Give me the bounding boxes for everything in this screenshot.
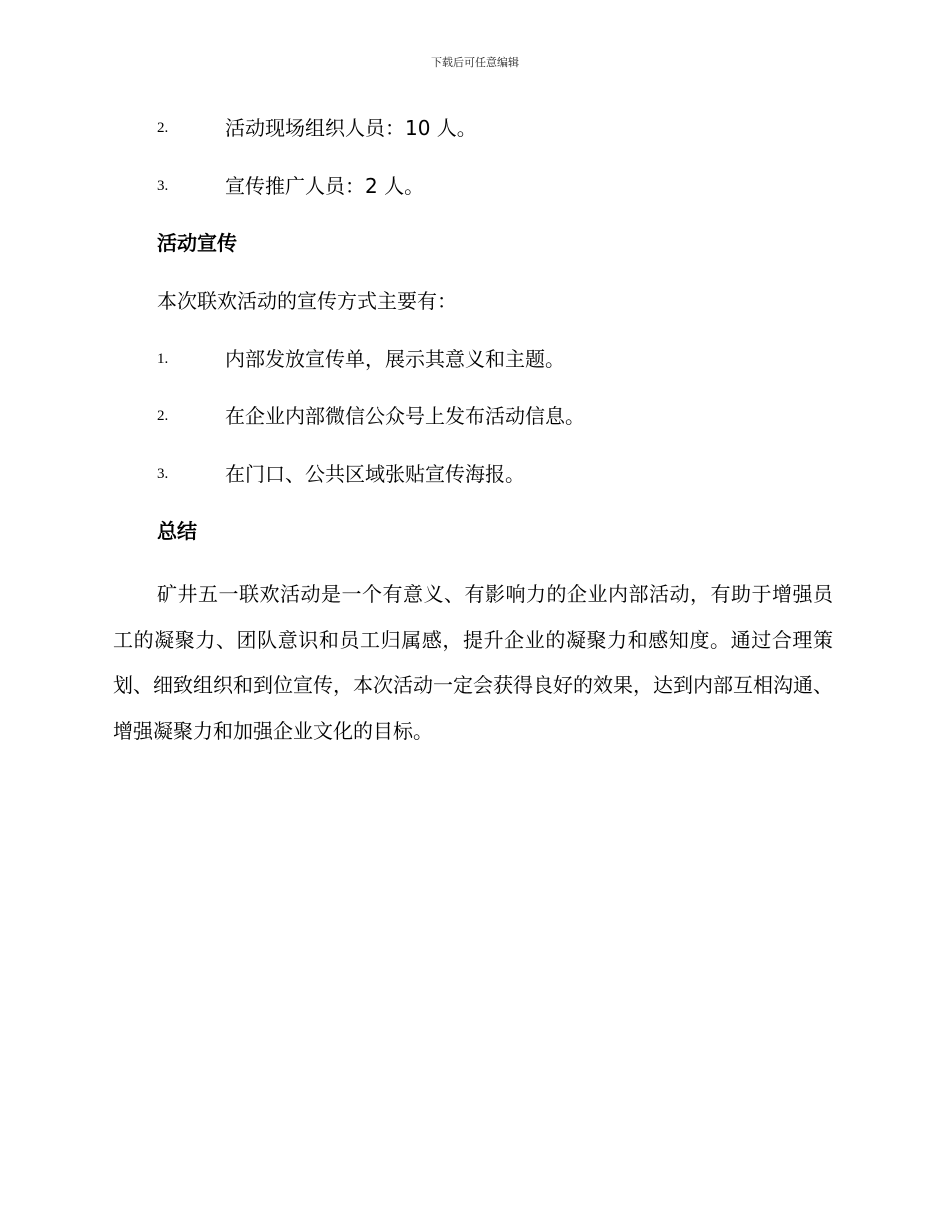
section-heading-promotion: 活动宣传 xyxy=(157,231,237,255)
list-text: 在企业内部微信公众号上发布活动信息。 xyxy=(225,404,585,428)
section-heading-summary: 总结 xyxy=(157,519,197,543)
list-text: 宣传推广人员：2 人。 xyxy=(225,174,425,198)
page-header: 下载后可任意编辑 xyxy=(431,56,519,69)
list-number: 3. xyxy=(157,178,169,194)
list-number: 1. xyxy=(157,351,169,367)
promotion-intro: 本次联欢活动的宣传方式主要有： xyxy=(157,289,457,313)
summary-paragraph: 矿井五一联欢活动是一个有意义、有影响力的企业内部活动，有助于增强员工的凝聚力、团队意识和员工归属感，提升企业的凝聚力和感知度。通过合理策划、细致组织和到位宣传，本次活动一定会获得良好的效果，达到内部互相沟通、增强凝聚力和加强企业文化的目标。 xyxy=(113,582,833,743)
list-number: 3. xyxy=(157,466,169,482)
list-text: 在门口、公共区域张贴宣传海报。 xyxy=(225,462,525,486)
list-text: 活动现场组织人员：10 人。 xyxy=(225,116,477,140)
list-number: 2. xyxy=(157,120,169,136)
list-number: 2. xyxy=(157,408,169,424)
list-text: 内部发放宣传单，展示其意义和主题。 xyxy=(225,347,565,371)
